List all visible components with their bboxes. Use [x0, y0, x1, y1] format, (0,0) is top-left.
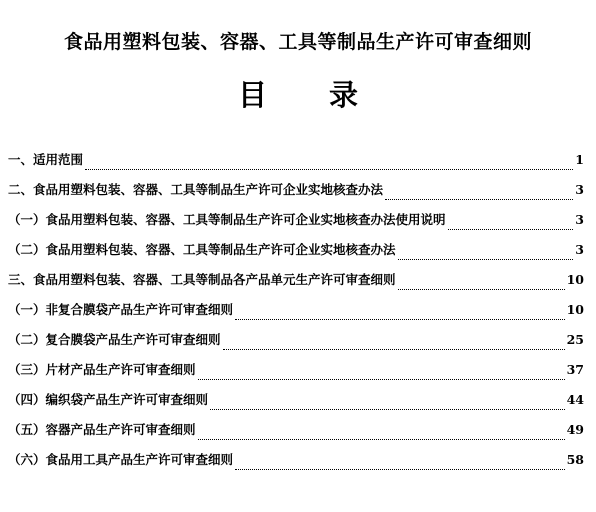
toc-entry[interactable]: [8, 390, 584, 420]
toc-entry[interactable]: [8, 210, 584, 240]
toc-leader-dots: [223, 348, 565, 350]
toc-entry-title: （一）食品用塑料包装、容器、工具等制品生产许可企业实地核查办法使用说明: [8, 212, 446, 227]
toc-entry[interactable]: [8, 420, 584, 450]
toc-entry-title: （三）片材产品生产许可审查细则: [8, 362, 196, 377]
toc-entry[interactable]: [8, 270, 584, 300]
toc-leader-dots: [210, 408, 565, 410]
toc-entry-page: 3: [575, 212, 584, 227]
toc-entry-title: 一、适用范围: [8, 152, 84, 167]
toc-entry-page: 25: [566, 332, 584, 347]
toc-leader-dots: [398, 258, 574, 260]
toc-entry-title: 三、食品用塑料包装、容器、工具等制品各产品单元生产许可审查细则: [8, 272, 396, 287]
toc-entry-title: （五）容器产品生产许可审查细则: [8, 422, 196, 437]
toc-entry-page: 10: [566, 302, 584, 317]
toc-entry-title: （六）食品用工具产品生产许可审查细则: [8, 452, 234, 467]
toc-entry-page: 49: [566, 422, 584, 437]
toc-leader-dots: [85, 168, 573, 170]
toc-entry-page: 3: [575, 242, 584, 257]
toc-entry-title: （二）复合膜袋产品生产许可审查细则: [8, 332, 221, 347]
toc-entry-page: 3: [575, 182, 584, 197]
toc-entry[interactable]: [8, 150, 584, 180]
toc-entry-title: 二、食品用塑料包装、容器、工具等制品生产许可企业实地核查办法: [8, 182, 384, 197]
toc-entry[interactable]: [8, 330, 584, 360]
table-of-contents: [8, 150, 584, 480]
toc-leader-dots: [398, 288, 565, 290]
toc-leader-dots: [448, 228, 574, 230]
toc-entry-page: 10: [566, 272, 584, 287]
toc-entry-title: （四）编织袋产品生产许可审查细则: [8, 392, 209, 407]
toc-entry-title: （一）非复合膜袋产品生产许可审查细则: [8, 302, 234, 317]
toc-leader-dots: [385, 198, 573, 200]
document-title: 食品用塑料包装、容器、工具等制品生产许可审查细则: [63, 31, 532, 53]
toc-entry-title: （二）食品用塑料包装、容器、工具等制品生产许可企业实地核查办法: [8, 242, 396, 257]
toc-leader-dots: [235, 318, 565, 320]
toc-entry-page: 1: [575, 152, 584, 167]
toc-entry-page: 58: [566, 452, 584, 467]
toc-leader-dots: [198, 378, 565, 380]
toc-entry[interactable]: [8, 240, 584, 270]
toc-entry[interactable]: [8, 360, 584, 390]
toc-leader-dots: [235, 468, 565, 470]
toc-entry[interactable]: [8, 450, 584, 480]
toc-heading: 目 录: [237, 78, 385, 112]
toc-leader-dots: [198, 438, 565, 440]
toc-entry[interactable]: [8, 180, 584, 210]
toc-entry-page: 37: [566, 362, 584, 377]
toc-entry-page: 44: [566, 392, 584, 407]
toc-entry[interactable]: [8, 300, 584, 330]
